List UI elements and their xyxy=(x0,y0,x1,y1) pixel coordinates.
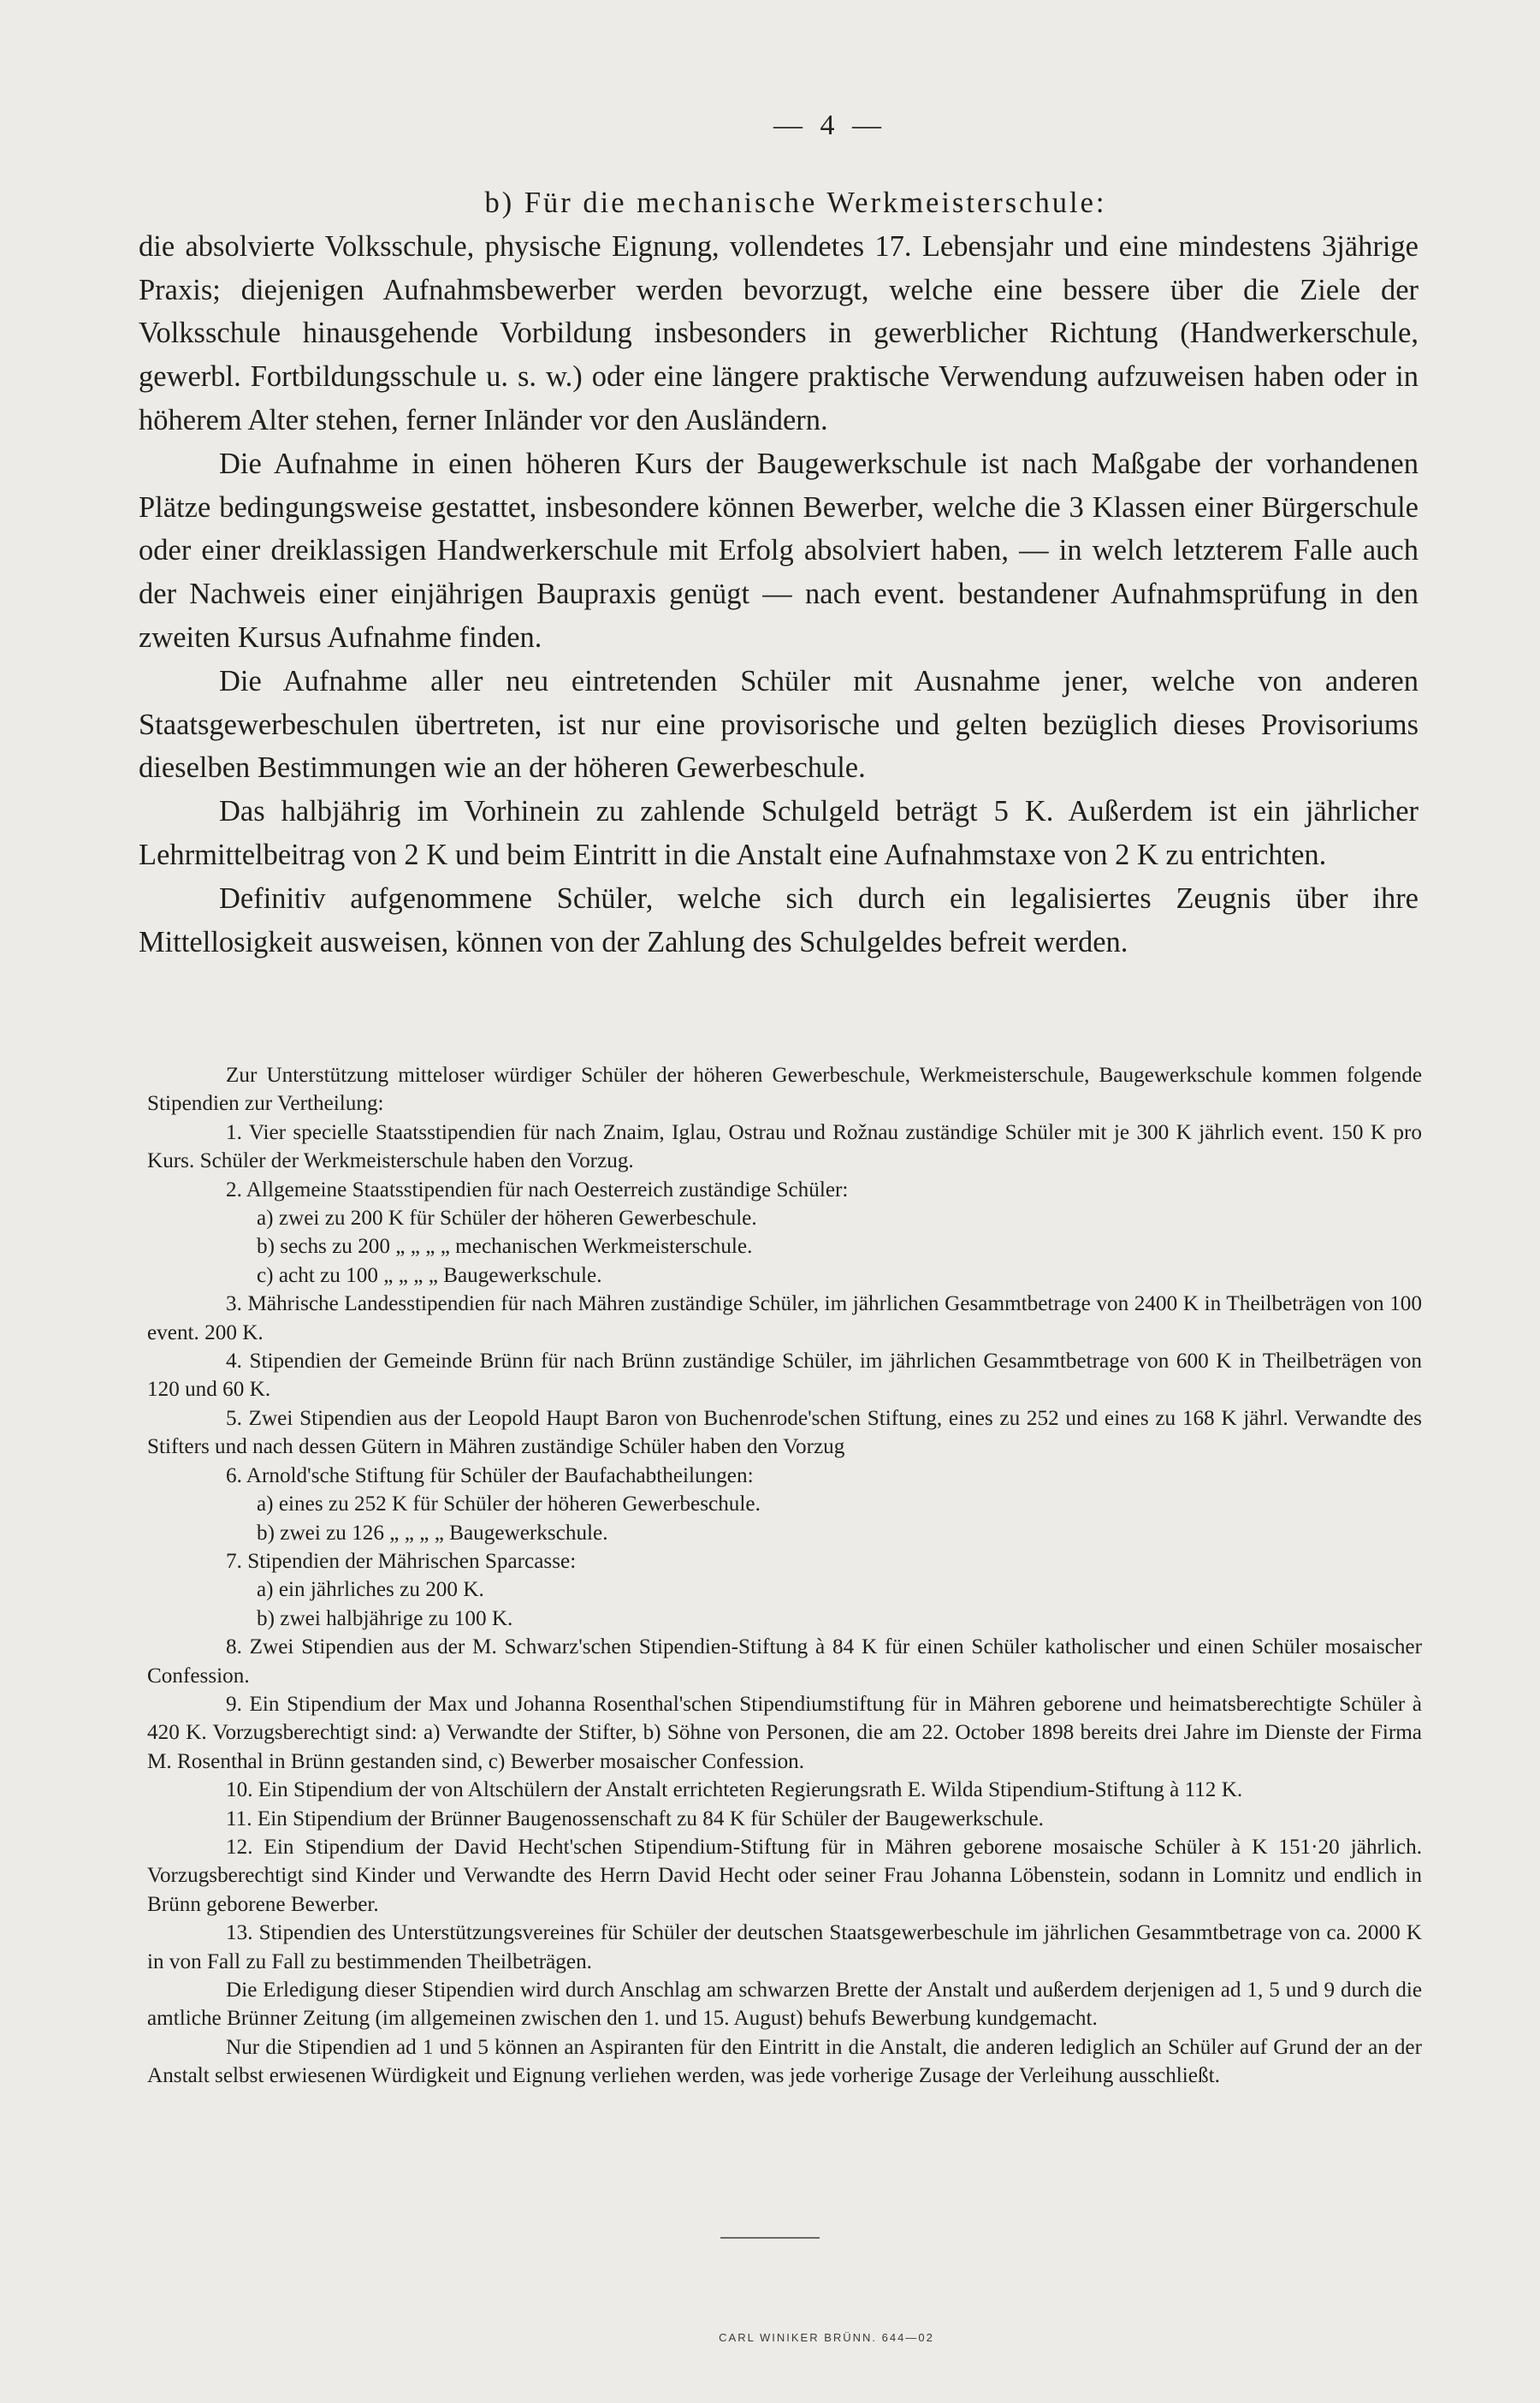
stipend-item-6: 6. Arnold'sche Stiftung für Schüler der Baufachabtheilungen: xyxy=(226,1463,754,1487)
stipend-item-11: 11. Ein Stipendium der Brünner Baugenossenschaft zu 84 K für Schüler der Baugewerkschule. xyxy=(226,1807,1044,1830)
stipend-item-2: 2. Allgemeine Staatsstipendien für nach Oesterreich zuständige Schüler: xyxy=(226,1178,849,1202)
stipend-item-9: 9. Ein Stipendium der Max und Johanna Rosenthal'schen Stipendiumstiftung für in Mähren geborene und heimatsberechtigte Schüler à 420 K. Vorzugsberechtigt sind: a) Verwandte der Stifter, b) Söhne von Personen, die am 22. October 1898 bereits drei Jahre im Dienste der Firma M. Rosenthal in Brünn gestanden sind, c) Bewerber mosaischer Confession. xyxy=(147,1692,1422,1773)
stipend-item-7a: a) ein jährliches zu 200 K. xyxy=(257,1578,484,1602)
page-number: — 4 — xyxy=(773,110,886,141)
stipend-item-7: 7. Stipendien der Mährischen Sparcasse: xyxy=(226,1549,577,1573)
closing-rule xyxy=(720,2237,820,2239)
stipend-item-3: 3. Mährische Landesstipendien für nach Mähren zuständige Schüler, im jährlichen Gesammtbetrage von 2400 K in Theilbeträgen von 100 event. 200 K. xyxy=(147,1292,1422,1344)
stipend-item-1: 1. Vier specielle Staatsstipendien für nach Znaim, Iglau, Ostrau und Rožnau zuständige Schüler mit je 300 K jährlich event. 150 K pro Kurs. Schüler der Werkmeisterschule haben den Vorzug. xyxy=(147,1120,1422,1173)
stipend-list xyxy=(147,1061,1422,2091)
stipend-item-8: 8. Zwei Stipendien aus der M. Schwarz'schen Stipendien-Stiftung à 84 K für einen Schüler katholischer und einen Schüler mosaischer Confession. xyxy=(147,1635,1422,1688)
paragraph-higher-course: Die Aufnahme in einen höheren Kurs der Baugewerkschule ist nach Maßgabe der vorhandenen Plätze bedingungsweise gestattet, insbesondere können Bewerber, welche die 3 Klassen einer Bürgerschule oder einer dreiklassigen Handwerkerschule mit Erfolg absolviert haben, — in welch letzterem Falle auch der Nachweis einer einjährigen Baupraxis genügt — nach event. bestandener Aufnahmsprüfung in den zweiten Kursus Aufnahme finden. xyxy=(139,447,1419,654)
stipend-item-2a: a) zwei zu 200 K für Schüler der höheren Gewerbeschule. xyxy=(257,1207,757,1231)
paragraph-school-fee: Das halbjährig im Vorhinein zu zahlende Schulgeld beträgt 5 K. Außerdem ist ein jährlicher Lehrmittelbeitrag von 2 K und beim Eintritt in die Anstalt eine Aufnahmstaxe von 2 K zu entrichten. xyxy=(139,795,1419,871)
stipend-item-13: 13. Stipendien des Unterstützungsvereines für Schüler der deutschen Staatsgewerbeschule im jährlichen Gesammtbetrage von ca. 2000 K in von Fall zu Fall zu bestimmenden Theilbeträgen. xyxy=(147,1921,1422,1973)
stipend-item-6a: a) eines zu 252 K für Schüler der höheren Gewerbeschule. xyxy=(257,1492,761,1516)
stipend-item-4: 4. Stipendien der Gemeinde Brünn für nach Brünn zuständige Schüler, im jährlichen Gesammtbetrage von 600 K in Theilbeträgen von 120 und 60 K. xyxy=(147,1350,1422,1402)
printer-imprint: CARL WINIKER BRÜNN. 644—02 xyxy=(719,2331,934,2344)
stipend-item-2b: b) sechs zu 200 „ „ „ „ mechanischen Werkmeisterschule. xyxy=(257,1235,753,1259)
stipend-item-10: 10. Ein Stipendium der von Altschülern der Anstalt errichteten Regierungsrath E. Wilda Stipendium-Stiftung à 112 K. xyxy=(226,1778,1243,1802)
main-text xyxy=(139,181,1419,964)
stipend-item-6b: b) zwei zu 126 „ „ „ „ Baugewerkschule. xyxy=(257,1521,608,1545)
stipend-closing-announcement: Die Erledigung dieser Stipendien wird durch Anschlag am schwarzen Brette der Anstalt und außerdem derjenigen ad 1, 5 und 9 durch die amtliche Brünner Zeitung (im allgemeinen zwischen den 1. und 15. August) behufs Bewerbung kundgemacht. xyxy=(147,1979,1422,2031)
paragraph-provisional: Die Aufnahme aller neu eintretenden Schüler mit Ausnahme jener, welche von anderen Staatsgewerbeschulen übertreten, ist nur eine provisorische und gelten bezüglich dieses Provisoriums dieselben Bestimmungen wie an der höheren Gewerbeschule. xyxy=(139,664,1419,785)
stipend-item-2c: c) acht zu 100 „ „ „ „ Baugewerkschule. xyxy=(257,1263,602,1287)
paragraph-fee-exemption: Definitiv aufgenommene Schüler, welche sich durch ein legalisiertes Zeugnis über ihre Mittellosigkeit ausweisen, können von der Zahlung des Schulgeldes befreit werden. xyxy=(139,881,1419,958)
stipend-item-12: 12. Ein Stipendium der David Hecht'schen Stipendium-Stiftung für in Mähren geborene mosaische Schüler à K 151·20 jährlich. Vorzugsberechtigt sind Kinder und Verwandte des Herrn David Hecht oder seiner Frau Johanna Löbenstein, sodann in Lomnitz und endlich in Brünn geborene Bewerber. xyxy=(147,1835,1422,1916)
section-heading: b) Für die mechanische Werkmeisterschule: xyxy=(484,187,1107,219)
stipend-intro: Zur Unterstützung mitteloser würdiger Schüler der höheren Gewerbeschule, Werkmeisterschule, Baugewerkschule kommen folgende Stipendien zur Vertheilung: xyxy=(147,1064,1422,1116)
stipend-closing-eligibility: Nur die Stipendien ad 1 und 5 können an Aspiranten für den Eintritt in die Anstalt, die anderen lediglich an Schüler auf Grund der an der Anstalt selbst erwiesenen Würdigkeit und Eignung verliehen werden, was jede vorherige Zusage der Verleihung ausschließt. xyxy=(147,2035,1422,2088)
stipend-item-5: 5. Zwei Stipendien aus der Leopold Haupt Baron von Buchenrode'schen Stiftung, eines zu 252 und eines zu 168 K jährl. Verwandte des Stifters und nach dessen Gütern in Mähren zuständige Schüler haben den Vorzug xyxy=(147,1406,1422,1459)
stipend-item-7b: b) zwei halbjährige zu 100 K. xyxy=(257,1606,513,1630)
paragraph-admission-requirements: die absolvierte Volksschule, physische Eignung, vollendetes 17. Lebensjahr und eine mindestens 3jährige Praxis; diejenigen Aufnahmsbewerber werden bevorzugt, welche eine bessere über die Ziele der Volksschule hinausgehende Vorbildung insbesonders in gewerblicher Richtung (Handwerkerschule, gewerbl. Fortbildungsschule u. s. w.) oder eine längere praktische Verwendung aufzuweisen haben oder in höherem Alter stehen, ferner Inländer vor den Ausländern. xyxy=(139,229,1419,436)
